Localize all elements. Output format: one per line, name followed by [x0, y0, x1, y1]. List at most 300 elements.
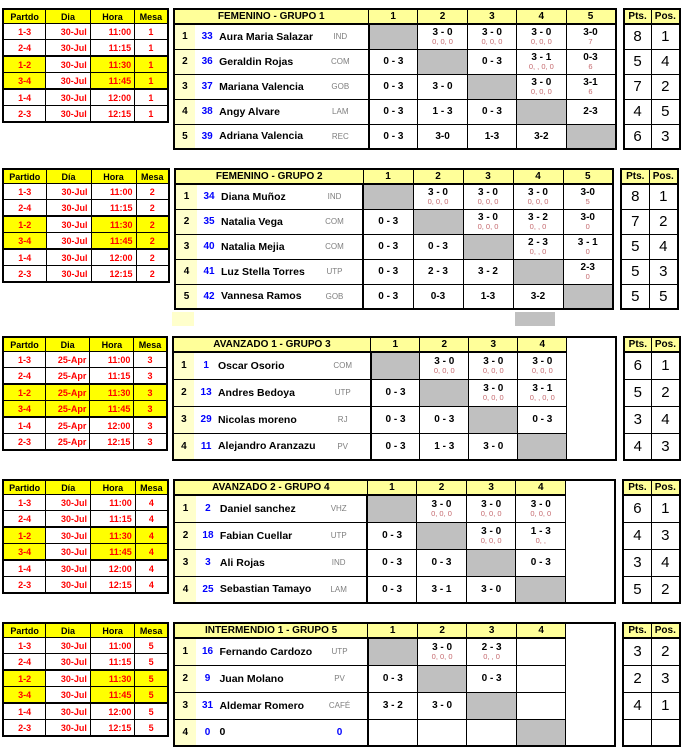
match-col-header: 3: [469, 337, 518, 352]
result-cell-self: [513, 259, 563, 284]
standings-row: [621, 259, 678, 284]
schedule-header: Día: [46, 480, 91, 495]
match-col-header: 5: [566, 9, 615, 24]
schedule-partido-cell: 1-4: [3, 417, 45, 434]
match-score: 3 - 0: [532, 355, 553, 367]
player-name-cell: 0: [219, 719, 312, 746]
stray-gray-cell: [515, 312, 555, 326]
result-cell: [563, 259, 613, 284]
schedule-hora-cell: 12:00: [91, 560, 136, 577]
pos-cell: 4: [649, 234, 678, 259]
player-number-cell: 11: [194, 433, 218, 460]
player-pos-cell: 1: [174, 638, 196, 665]
pos-cell: 3: [651, 124, 680, 149]
schedule-row: [3, 368, 167, 385]
schedule-hora-cell: 11:00: [90, 352, 134, 368]
player-pos-cell: 4: [174, 719, 196, 746]
schedule-header: Mesa: [135, 9, 168, 24]
match-score: 3 - 0: [483, 382, 504, 394]
pos-cell: 4: [651, 406, 680, 433]
result-cell: [516, 495, 566, 522]
match-col-header: 2: [413, 169, 463, 184]
player-number-cell: 36: [195, 49, 219, 74]
standings-row: [623, 495, 680, 522]
schedule-hora-cell: 11:00: [90, 638, 135, 654]
schedule-table: [2, 168, 170, 283]
schedule-mesa-cell: 1: [135, 106, 168, 123]
standings-table: [623, 336, 681, 461]
match-subscore: 0, 0, 0: [427, 197, 449, 207]
result-cell: [518, 379, 567, 406]
pts-header: Pts.: [624, 337, 652, 352]
match-score: 3 - 0: [432, 641, 453, 653]
schedule-dia-cell: 30-Jul: [46, 560, 91, 577]
result-cell: [417, 692, 467, 719]
result-cell: [413, 184, 463, 209]
stray-yellow-cell: [172, 312, 194, 326]
standings-row: [621, 284, 678, 309]
schedule-dia-cell: 30-Jul: [46, 200, 91, 217]
player-row: [175, 234, 613, 259]
pts-cell: 4: [623, 692, 651, 719]
schedule-mesa-cell: 1: [135, 40, 168, 57]
result-cell-self: [420, 379, 469, 406]
schedule-mesa-cell: 1: [135, 56, 168, 73]
result-cell: [369, 74, 418, 99]
player-club-cell: REC: [313, 124, 368, 149]
schedule-hora-cell: 11:30: [90, 384, 134, 401]
player-name-cell: Ali Rojas: [220, 549, 311, 576]
schedule-hora-cell: 11:30: [91, 216, 136, 233]
player-club-cell: UTP: [307, 259, 363, 284]
schedule-mesa-cell: 5: [135, 720, 168, 737]
schedule-header: Mesa: [136, 169, 169, 184]
result-cell-self: [417, 522, 467, 549]
match-subscore: 0, 0, 0: [530, 87, 552, 97]
group-title: FEMENINO - GRUPO 1: [174, 9, 369, 24]
match-score: 3-2: [534, 130, 549, 142]
match-score: 3 - 0: [434, 355, 455, 367]
player-name-cell: Andres Bedoya: [218, 379, 316, 406]
match-col-header: 5: [563, 169, 613, 184]
player-club-cell: COM: [316, 352, 371, 379]
result-cell: [420, 433, 469, 460]
player-row: [173, 433, 616, 460]
standings-row: [623, 638, 680, 665]
result-cell-self: [516, 719, 566, 746]
result-cell: [467, 665, 517, 692]
result-cell: [469, 379, 518, 406]
match-score: 3-0: [580, 211, 595, 223]
schedule-dia-cell: 30-Jul: [46, 184, 91, 200]
standings-header-row: [621, 169, 678, 184]
result-cell-self: [417, 665, 467, 692]
result-cell-self: [463, 234, 513, 259]
schedule-row: [3, 384, 167, 401]
schedule-partido-cell: 2-3: [3, 266, 46, 283]
player-name-cell: Geraldin Rojas: [219, 49, 313, 74]
standings-table: [620, 168, 679, 310]
schedule-mesa-cell: 2: [136, 266, 169, 283]
match-score: 0 - 3: [378, 265, 399, 277]
schedule-hora-cell: 11:30: [91, 527, 136, 544]
schedule-partido-cell: 3-4: [3, 233, 46, 250]
pos-cell: 2: [651, 638, 680, 665]
player-number-cell: 0: [196, 719, 220, 746]
schedule-dia-cell: 25-Apr: [45, 384, 89, 401]
match-score: 3 - 0: [527, 186, 548, 198]
schedule-dia-cell: 30-Jul: [46, 233, 91, 250]
result-cell: [467, 49, 516, 74]
results-header-row: [174, 9, 616, 24]
void-column-cell: [566, 623, 616, 746]
match-col-header: 3: [466, 480, 516, 495]
match-subscore: 0, 0, 0: [477, 197, 499, 207]
player-row: [174, 49, 616, 74]
result-cell: [467, 99, 516, 124]
match-score: 0 - 3: [434, 413, 455, 425]
pos-cell: 3: [649, 259, 678, 284]
match-score: 3 - 2: [477, 265, 498, 277]
result-cell: [469, 433, 518, 460]
result-cell: [513, 209, 563, 234]
player-club-cell: COM: [307, 209, 363, 234]
player-club-cell: PV: [316, 433, 371, 460]
match-score: 0 - 3: [382, 529, 403, 541]
player-number-cell: 1: [194, 352, 218, 379]
player-name-cell: Sebastian Tamayo: [220, 576, 311, 603]
match-subscore: 6: [588, 62, 593, 72]
match-score: 0 - 3: [385, 413, 406, 425]
pts-cell: 5: [621, 284, 649, 309]
schedule-dia-cell: 30-Jul: [46, 40, 91, 57]
match-score: 2 - 3: [527, 236, 548, 248]
schedule-header-row: [3, 169, 169, 184]
schedule-row: [3, 511, 168, 528]
schedule-partido-cell: 1-4: [3, 703, 46, 720]
schedule-row: [3, 401, 167, 418]
schedule-dia-cell: 30-Jul: [46, 544, 91, 561]
schedule-row: [3, 703, 168, 720]
standings-table: [623, 8, 681, 150]
result-cell: [466, 576, 516, 603]
standings-row: [624, 433, 680, 460]
pos-cell: 4: [651, 49, 680, 74]
schedule-row: [3, 184, 169, 200]
schedule-mesa-cell: 2: [136, 184, 169, 200]
pos-cell: 1: [651, 24, 680, 49]
player-pos-cell: 3: [174, 549, 196, 576]
player-number-cell: 42: [197, 284, 221, 309]
result-cell: [513, 184, 563, 209]
result-cell: [463, 184, 513, 209]
group-2: [2, 168, 681, 310]
result-cell: [517, 74, 566, 99]
match-score: 3 - 0: [481, 26, 502, 38]
schedule-dia-cell: 30-Jul: [46, 638, 91, 654]
results-table: [173, 479, 616, 604]
schedule-partido-cell: 3-4: [3, 401, 45, 418]
result-cell: [369, 99, 418, 124]
schedule-mesa-cell: 4: [135, 511, 168, 528]
standings-row: [624, 74, 680, 99]
pts-cell: 3: [624, 406, 652, 433]
player-number-cell: 40: [197, 234, 221, 259]
schedule-dia-cell: 25-Apr: [45, 401, 89, 418]
result-cell: [563, 184, 613, 209]
results-table: [173, 622, 617, 747]
match-score: 0 - 3: [383, 130, 404, 142]
match-score: 3 - 0: [481, 583, 502, 595]
result-cell-self: [367, 495, 417, 522]
pos-cell: 5: [649, 284, 678, 309]
player-pos-cell: 1: [174, 24, 196, 49]
match-score: 0 - 3: [431, 556, 452, 568]
schedule-header-row: [3, 9, 168, 24]
schedule-mesa-cell: 1: [135, 73, 168, 90]
match-score: 3 - 0: [530, 498, 551, 510]
schedule-hora-cell: 11:45: [91, 544, 136, 561]
match-subscore: 0, 0, 0: [431, 652, 453, 662]
schedule-mesa-cell: 2: [136, 216, 169, 233]
player-name-cell: Angy Alvare: [219, 99, 313, 124]
result-cell: [420, 352, 469, 379]
schedule-row: [3, 527, 168, 544]
schedule-mesa-cell: 3: [134, 434, 167, 451]
player-row: [173, 352, 616, 379]
schedule-row: [3, 200, 169, 217]
match-score: 1 - 3: [530, 525, 551, 537]
player-row: [174, 495, 615, 522]
player-row: [174, 692, 616, 719]
schedule-dia-cell: 30-Jul: [46, 527, 91, 544]
match-score: 0 - 3: [378, 290, 399, 302]
result-cell: [418, 24, 467, 49]
result-cell: [463, 259, 513, 284]
result-cell: [518, 406, 567, 433]
match-score: 0 - 3: [385, 440, 406, 452]
pts-header: Pts.: [621, 169, 649, 184]
schedule-partido-cell: 2-4: [3, 511, 46, 528]
match-score: 2 - 3: [427, 265, 448, 277]
schedule-hora-cell: 11:30: [90, 56, 134, 73]
player-row: [174, 665, 616, 692]
match-subscore: 0, 0, 0: [480, 509, 502, 519]
match-score: 3 - 0: [531, 76, 552, 88]
match-score: 3-0: [435, 130, 450, 142]
group-4: [2, 479, 681, 604]
schedule-row: [3, 24, 168, 40]
schedule-row: [3, 560, 168, 577]
schedule-header: Partdo: [3, 623, 46, 638]
result-cell: [517, 49, 566, 74]
player-pos-cell: 3: [174, 74, 196, 99]
schedule-hora-cell: 11:30: [90, 670, 135, 687]
player-club-cell: VHZ: [311, 495, 367, 522]
standings-header-row: [623, 623, 680, 638]
match-subscore: 5: [585, 197, 590, 207]
player-number-cell: 25: [196, 576, 220, 603]
player-pos-cell: 4: [173, 433, 195, 460]
match-score: 0 - 3: [382, 672, 403, 684]
groups-root: [2, 8, 681, 747]
match-col-header: 1: [367, 480, 417, 495]
schedule-partido-cell: 1-2: [3, 527, 46, 544]
result-cell-self: [517, 99, 566, 124]
match-subscore: 0: [585, 222, 590, 232]
match-score: 1-3: [480, 290, 496, 302]
schedule-row: [3, 352, 167, 368]
match-subscore: 0, , 0: [483, 652, 500, 662]
match-subscore: 6: [588, 87, 593, 97]
standings-row: [621, 209, 678, 234]
schedule-dia-cell: 30-Jul: [46, 703, 91, 720]
player-name-cell: Daniel sanchez: [220, 495, 311, 522]
result-cell: [418, 99, 467, 124]
schedule-header: Día: [46, 169, 91, 184]
schedule-dia-cell: 30-Jul: [46, 720, 91, 737]
pts-cell: 8: [621, 184, 649, 209]
standings-table: [622, 622, 681, 747]
result-cell-self: [371, 352, 420, 379]
match-subscore: 7: [588, 37, 593, 47]
schedule-mesa-cell: 5: [135, 638, 168, 654]
match-score: 3 - 0: [432, 26, 453, 38]
standings-row: [624, 352, 680, 379]
pos-cell: 2: [651, 74, 680, 99]
schedule-mesa-cell: 4: [135, 577, 168, 594]
result-cell: [418, 124, 467, 149]
match-subscore: 0, 0, 0: [531, 366, 553, 376]
pos-cell: [651, 719, 680, 746]
player-pos-cell: 4: [174, 99, 196, 124]
schedule-hora-cell: 12:15: [91, 577, 136, 594]
player-number-cell: 13: [194, 379, 218, 406]
standings-table: [622, 479, 681, 604]
player-pos-cell: 1: [175, 184, 197, 209]
match-subscore: 0, 0, 0: [482, 393, 504, 403]
pos-cell: 1: [649, 184, 678, 209]
match-col-header: 1: [371, 337, 420, 352]
match-score: 3 - 0: [477, 186, 498, 198]
schedule-row: [3, 73, 168, 90]
results-header-row: [175, 169, 613, 184]
result-cell: [367, 522, 417, 549]
match-col-header: 2: [417, 480, 467, 495]
player-pos-cell: 4: [174, 576, 196, 603]
match-subscore: 0, 0, 0: [527, 197, 549, 207]
match-col-header: 1: [368, 623, 418, 638]
standings-row: [624, 379, 680, 406]
results-table: [174, 168, 614, 310]
result-cell-self: [469, 406, 518, 433]
standings-row: [624, 406, 680, 433]
match-score: 3-0: [580, 186, 595, 198]
result-cell: [417, 576, 467, 603]
group-title: FEMENINO - GRUPO 2: [175, 169, 363, 184]
schedule-dia-cell: 30-Jul: [46, 654, 91, 671]
schedule-row: [3, 544, 168, 561]
match-score: 0 - 3: [382, 556, 403, 568]
result-cell: [417, 549, 467, 576]
pts-header: Pts.: [624, 9, 652, 24]
result-cell: [368, 692, 418, 719]
pts-cell: 4: [624, 99, 652, 124]
pts-cell: 5: [623, 576, 651, 603]
standings-row: [624, 49, 680, 74]
player-number-cell: 31: [196, 692, 220, 719]
schedule-row: [3, 638, 168, 654]
player-pos-cell: 3: [174, 692, 196, 719]
player-row: [173, 406, 616, 433]
match-score: 1 - 3: [432, 105, 453, 117]
stray-row: [2, 312, 681, 326]
schedule-mesa-cell: 5: [135, 687, 168, 704]
result-cell: [467, 124, 516, 149]
match-score: 1-3: [484, 130, 500, 142]
match-score: 3 - 1: [431, 583, 452, 595]
player-row: [175, 284, 613, 309]
schedule-dia-cell: 25-Apr: [45, 368, 89, 385]
result-cell: [518, 352, 567, 379]
pts-cell: 2: [623, 665, 651, 692]
standings-row: [623, 665, 680, 692]
standings-row: [624, 99, 680, 124]
schedule-mesa-cell: 4: [135, 544, 168, 561]
result-cell: [371, 433, 420, 460]
schedule-table: [2, 336, 168, 451]
player-pos-cell: 2: [174, 522, 196, 549]
schedule-mesa-cell: 3: [134, 352, 167, 368]
schedule-mesa-cell: 2: [136, 233, 169, 250]
match-col-header: 1: [369, 9, 418, 24]
result-cell-self: [368, 638, 418, 665]
standings-header-row: [624, 337, 680, 352]
result-cell: [563, 209, 613, 234]
result-cell-self: [467, 74, 516, 99]
pos-cell: 2: [649, 209, 678, 234]
match-col-header: 3: [467, 9, 516, 24]
pts-cell: 6: [624, 124, 652, 149]
player-name-cell: Diana Muñoz: [221, 184, 307, 209]
schedule-mesa-cell: 4: [135, 495, 168, 511]
schedule-row: [3, 654, 168, 671]
match-score: 3 - 0: [483, 440, 504, 452]
pts-header: Pts.: [623, 623, 651, 638]
result-cell: [463, 284, 513, 309]
result-cell: [418, 74, 467, 99]
group-title: INTERMENDIO 1 - GRUPO 5: [174, 623, 368, 638]
player-name-cell: Nicolas moreno: [218, 406, 316, 433]
result-cell: [566, 99, 615, 124]
schedule-partido-cell: 2-4: [3, 200, 46, 217]
schedule-dia-cell: 30-Jul: [46, 670, 91, 687]
match-score: 0 - 3: [378, 215, 399, 227]
match-subscore: 0, , 0, 0: [528, 62, 554, 72]
schedule-header: Partdo: [3, 337, 45, 352]
result-cell: [467, 638, 517, 665]
schedule-partido-cell: 2-4: [3, 654, 46, 671]
player-pos-cell: 2: [173, 379, 195, 406]
result-cell: [369, 49, 418, 74]
schedule-partido-cell: 1-3: [3, 352, 45, 368]
schedule-table: [2, 8, 169, 123]
match-score: 0 - 3: [481, 55, 502, 67]
schedule-hora-cell: 11:00: [90, 24, 134, 40]
player-row: [174, 124, 616, 149]
result-cell: [516, 522, 566, 549]
player-row: [175, 259, 613, 284]
